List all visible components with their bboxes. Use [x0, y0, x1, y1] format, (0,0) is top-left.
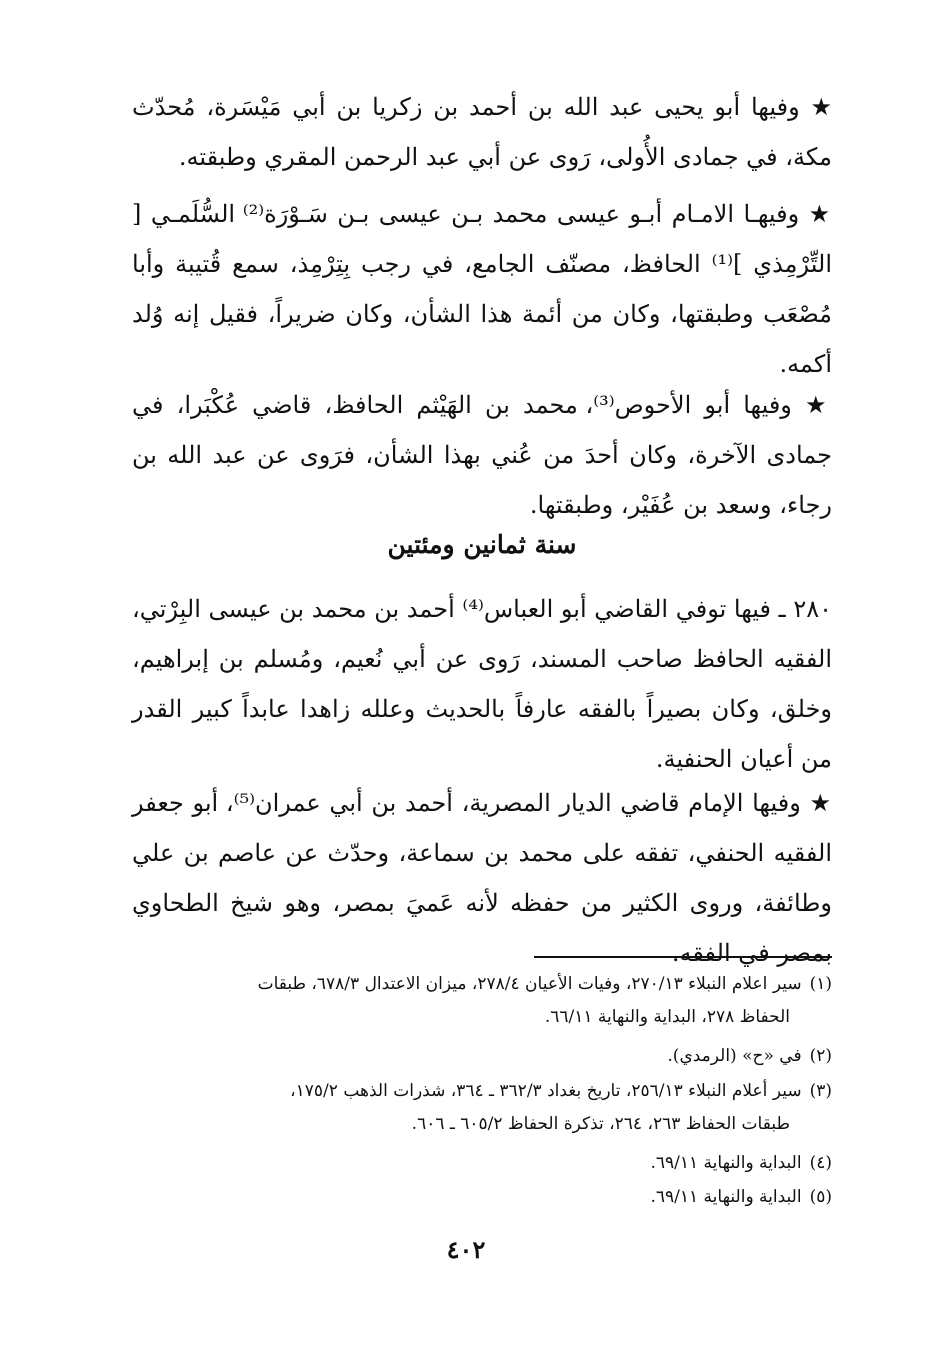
footnote-number: (٥) [809, 1187, 832, 1207]
footnote-text: سير اعلام النبلاء ٢٧٠/١٣، وفيات الأعيان ٢٧٨/٤، ميزان الاعتدال ٦٧٨/٣، طبقات [257, 974, 802, 994]
footnote-2 [132, 1040, 832, 1073]
footnote-text: البداية والنهاية ٦٩/١١. [650, 1153, 802, 1173]
paragraph-tirmidhi: ★ وفيهـا الامـام أبـو عيسى محمد بـن عيسى بـن سَـوْرَة⁽²⁾ السُّلَمـي [ التِّرْمِذي ]⁽¹⁾ الحافظ، مصنّف الجامع، في رجب بِتِرْمِذ، سمع قُتيبة وأبا مُصْعَب وطبقتها، وكان من أئمة هذا الشأن، وكان ضريراً، فقيل إنه وُلد أكمه. [132, 200, 832, 378]
paragraph-entry-280: ٢٨٠ ـ فيها توفي القاضي أبو العباس⁽⁴⁾ أحمد بن محمد بن عيسى البِرْتي، الفقيه الحافظ صاحب المسند، رَوى عن أبي نُعيم، ومُسلم بن إبراهيم، وخلق، وكان بصيراً بالفقه عارفاً بالحديث وعلله زاهدا عابداً كبير القدر من أعيان الحنفية. [132, 595, 832, 773]
paragraph-abu-al-ahwas: ★ وفيها أبو الأحوص⁽³⁾، محمد بن الهَيْثم الحافظ، قاضي عُكْبَرا، في جمادى الآخرة، وكان أحدَ من عُني بهذا الشأن، فرَوى عن عبد الله بن رجاء، وسعد بن عُفَيْر، وطبقتها. [132, 391, 833, 519]
footnote-number: (٣) [809, 1081, 832, 1101]
footnote-text-continued: طبقات الحفاظ ٢٦٣، ٢٦٤، تذكرة الحفاظ ٦٠٥/٢ ـ ٦٠٦. [411, 1114, 790, 1134]
footnote-text-continued: الحفاظ ٢٧٨، البداية والنهاية ٦٦/١١. [544, 1007, 790, 1027]
footnote-text: في «ح» (الرمدي). [667, 1046, 802, 1066]
paragraph-abu-yahya: ★ وفيها أبو يحيى عبد الله بن أحمد بن زكريا بن أبي مَيْسَرة، مُحدّث مكة، في جمادى الأُولى، رَوى عن أبي عبد الرحمن المقري وطبقته. [132, 93, 832, 171]
section-heading: سنة ثمانين ومئتين [387, 530, 577, 559]
footnote-3 [132, 1075, 832, 1141]
footnote-5 [132, 1181, 832, 1214]
footnote-1 [132, 968, 832, 1034]
footnote-text: سير أعلام النبلاء ٢٥٦/١٣، تاريخ بغداد ٣٦٢/٣ ـ ٣٦٤، شذرات الذهب ١٧٥/٢، [290, 1081, 802, 1101]
footnote-divider [534, 956, 832, 958]
footnote-number: (٤) [809, 1153, 832, 1173]
footnote-text: البداية والنهاية ٦٩/١١. [650, 1187, 802, 1207]
footnote-number: (٢) [809, 1046, 832, 1066]
footnote-number: (١) [809, 974, 832, 994]
footnote-4 [132, 1147, 832, 1180]
page-number: ٤٠٢ [446, 1235, 486, 1264]
paragraph-ibn-abi-imran: ★ وفيها الإمام قاضي الديار المصرية، أحمد بن أبي عمران⁽⁵⁾، أبو جعفر الفقيه الحنفي، تفقه على محمد بن سماعة، وحدّث عن عاصم بن علي وطائفة، وروى الكثير من حفظه لأنه عَميَ بمصر، وهو شيخ الطحاوي بمصر في الفقه. [132, 789, 832, 967]
